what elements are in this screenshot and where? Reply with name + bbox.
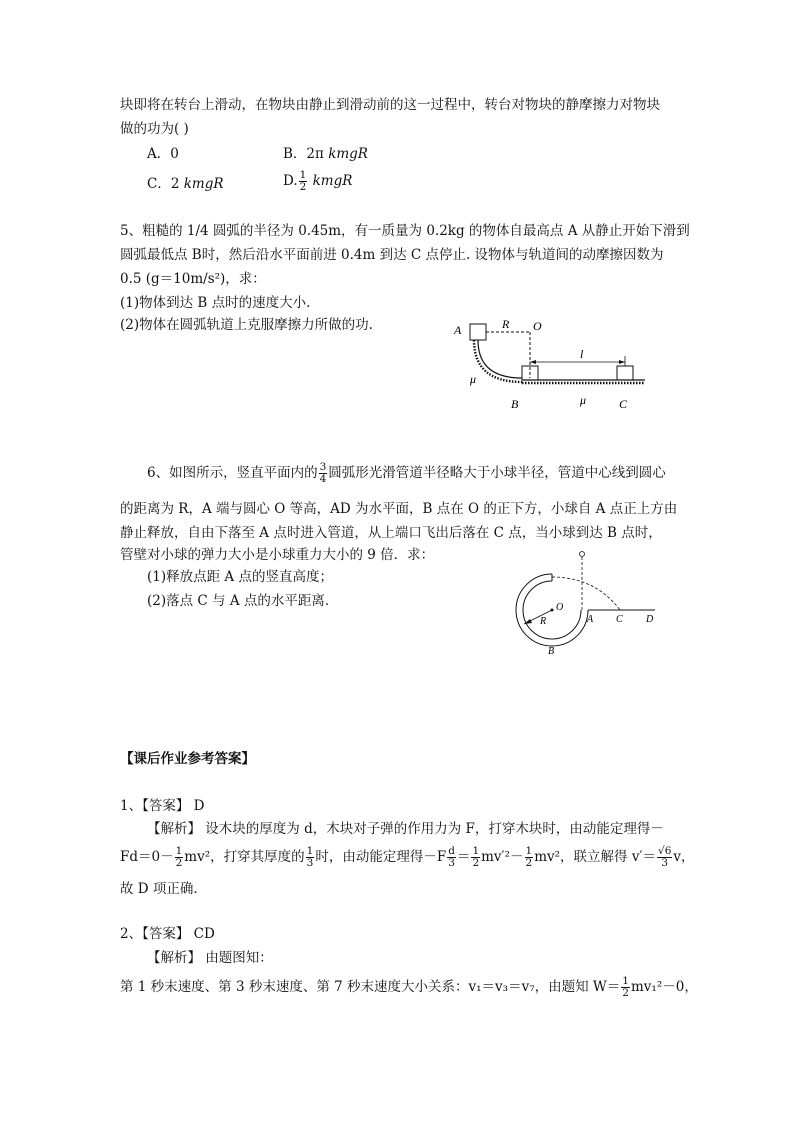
svg-text:μ: μ bbox=[580, 393, 587, 407]
answer-2-exp1: 【解析】 由题图知： bbox=[147, 950, 273, 966]
q5-sub2: (2)物体在圆弧轨道上克服摩擦力所做的功. bbox=[120, 317, 373, 333]
svg-text:R: R bbox=[502, 317, 510, 331]
q5-sub1: (1)物体到达 B 点时的速度大小. bbox=[120, 295, 311, 311]
q6-sub1: (1)释放点距 A 点的竖直高度； bbox=[147, 569, 333, 585]
q5-figure bbox=[440, 310, 660, 415]
answer-1-label: 1、【答案】 D bbox=[120, 798, 205, 814]
answer-1-exp3: 故 D 项正确． bbox=[120, 881, 207, 897]
block-a bbox=[470, 324, 486, 340]
q4-option-a: A．0 bbox=[147, 146, 179, 162]
svg-text:A: A bbox=[454, 323, 462, 337]
answers-heading: 【课后作业参考答案】 bbox=[120, 751, 255, 767]
svg-text:D: D bbox=[646, 614, 654, 625]
svg-text:B: B bbox=[548, 646, 555, 657]
q4-option-d: D. $\frac{1}{2}$ kmgR bbox=[283, 169, 353, 193]
q4-line2: 做的功为( ) bbox=[120, 121, 189, 137]
svg-text:O: O bbox=[533, 319, 542, 333]
svg-text:O: O bbox=[556, 602, 564, 613]
q5-line2: 圆弧最低点 B时，然后沿水平面前进 0.4m 到达 C 点停止. 设物体与轨道间的动摩擦因数为 bbox=[120, 247, 664, 263]
answer-2-exp2: 第 1 秒末速度、第 3 秒末速度、第 7 秒末速度大小关系：v₁＝v₃＝v₇，由题知 W＝ $\frac{1}{2}$ mv₁²－0， bbox=[120, 975, 698, 999]
q6-figure bbox=[510, 548, 660, 658]
q6-line2: 的距离为 R，A 端与圆心 O 等高，AD 为水平面，B 点在 O 的正下方，小球自 A 点正上方由 bbox=[120, 501, 678, 517]
q6-line3: 静止释放，自由下落至 A 点时进入管道，从上端口飞出后落在 C 点，当小球到达 B 点时， bbox=[120, 525, 662, 541]
svg-text:C: C bbox=[619, 397, 628, 411]
svg-text:l: l bbox=[580, 347, 584, 361]
q6-line1: 6、如图所示，竖直平面内的 $\frac{3}{4}$ 圆弧形光滑管道半径略大于小球半径，管道中心线到圆心 bbox=[147, 461, 666, 485]
q6-sub2: (2)落点 C 与 A 点的水平距离． bbox=[147, 593, 339, 609]
q5-line3: 0.5 (g＝10m/s²)，求： bbox=[120, 271, 266, 287]
block-c bbox=[617, 366, 633, 380]
svg-text:R: R bbox=[540, 616, 547, 627]
q4-line1: 块即将在转台上滑动，在物块由静止到滑动前的这一过程中，转台对物块的静摩擦力对物块 bbox=[120, 97, 660, 113]
svg-text:A: A bbox=[587, 614, 594, 625]
q5-line1: 5、粗糙的 1/4 圆弧的半径为 0.45m，有一质量为 0.2kg 的物体自最高点 A 从静止开始下滑到 bbox=[120, 223, 690, 239]
answer-1-exp1: 【解析】 设木块的厚度为 d，木块对子弹的作用力为 F，打穿木块时，由动能定理得－ bbox=[147, 821, 664, 837]
svg-text:μ: μ bbox=[470, 372, 477, 386]
q4-option-b: B．2π kmgR bbox=[283, 146, 368, 162]
answer-1-exp2: Fd＝0－ $\frac{1}{2}$ mv²，打穿其厚度的 $\frac{1}{3}$ 时，由动能定理得－F $\frac{d}{3}$ ＝ $\frac{1}{2}$ mv′²－ $\frac{1}{2}$ mv²，联立解得 v′＝ $\frac{√6}{3}$ v， bbox=[120, 845, 695, 869]
svg-text:C: C bbox=[616, 614, 623, 625]
q6-line4: 管壁对小球的弹力大小是小球重力大小的 9 倍．求： bbox=[120, 547, 435, 563]
svg-text:B: B bbox=[511, 397, 519, 411]
answer-2-label: 2、【答案】 CD bbox=[120, 926, 215, 942]
q4-option-c: C．2 kmgR bbox=[147, 176, 224, 192]
